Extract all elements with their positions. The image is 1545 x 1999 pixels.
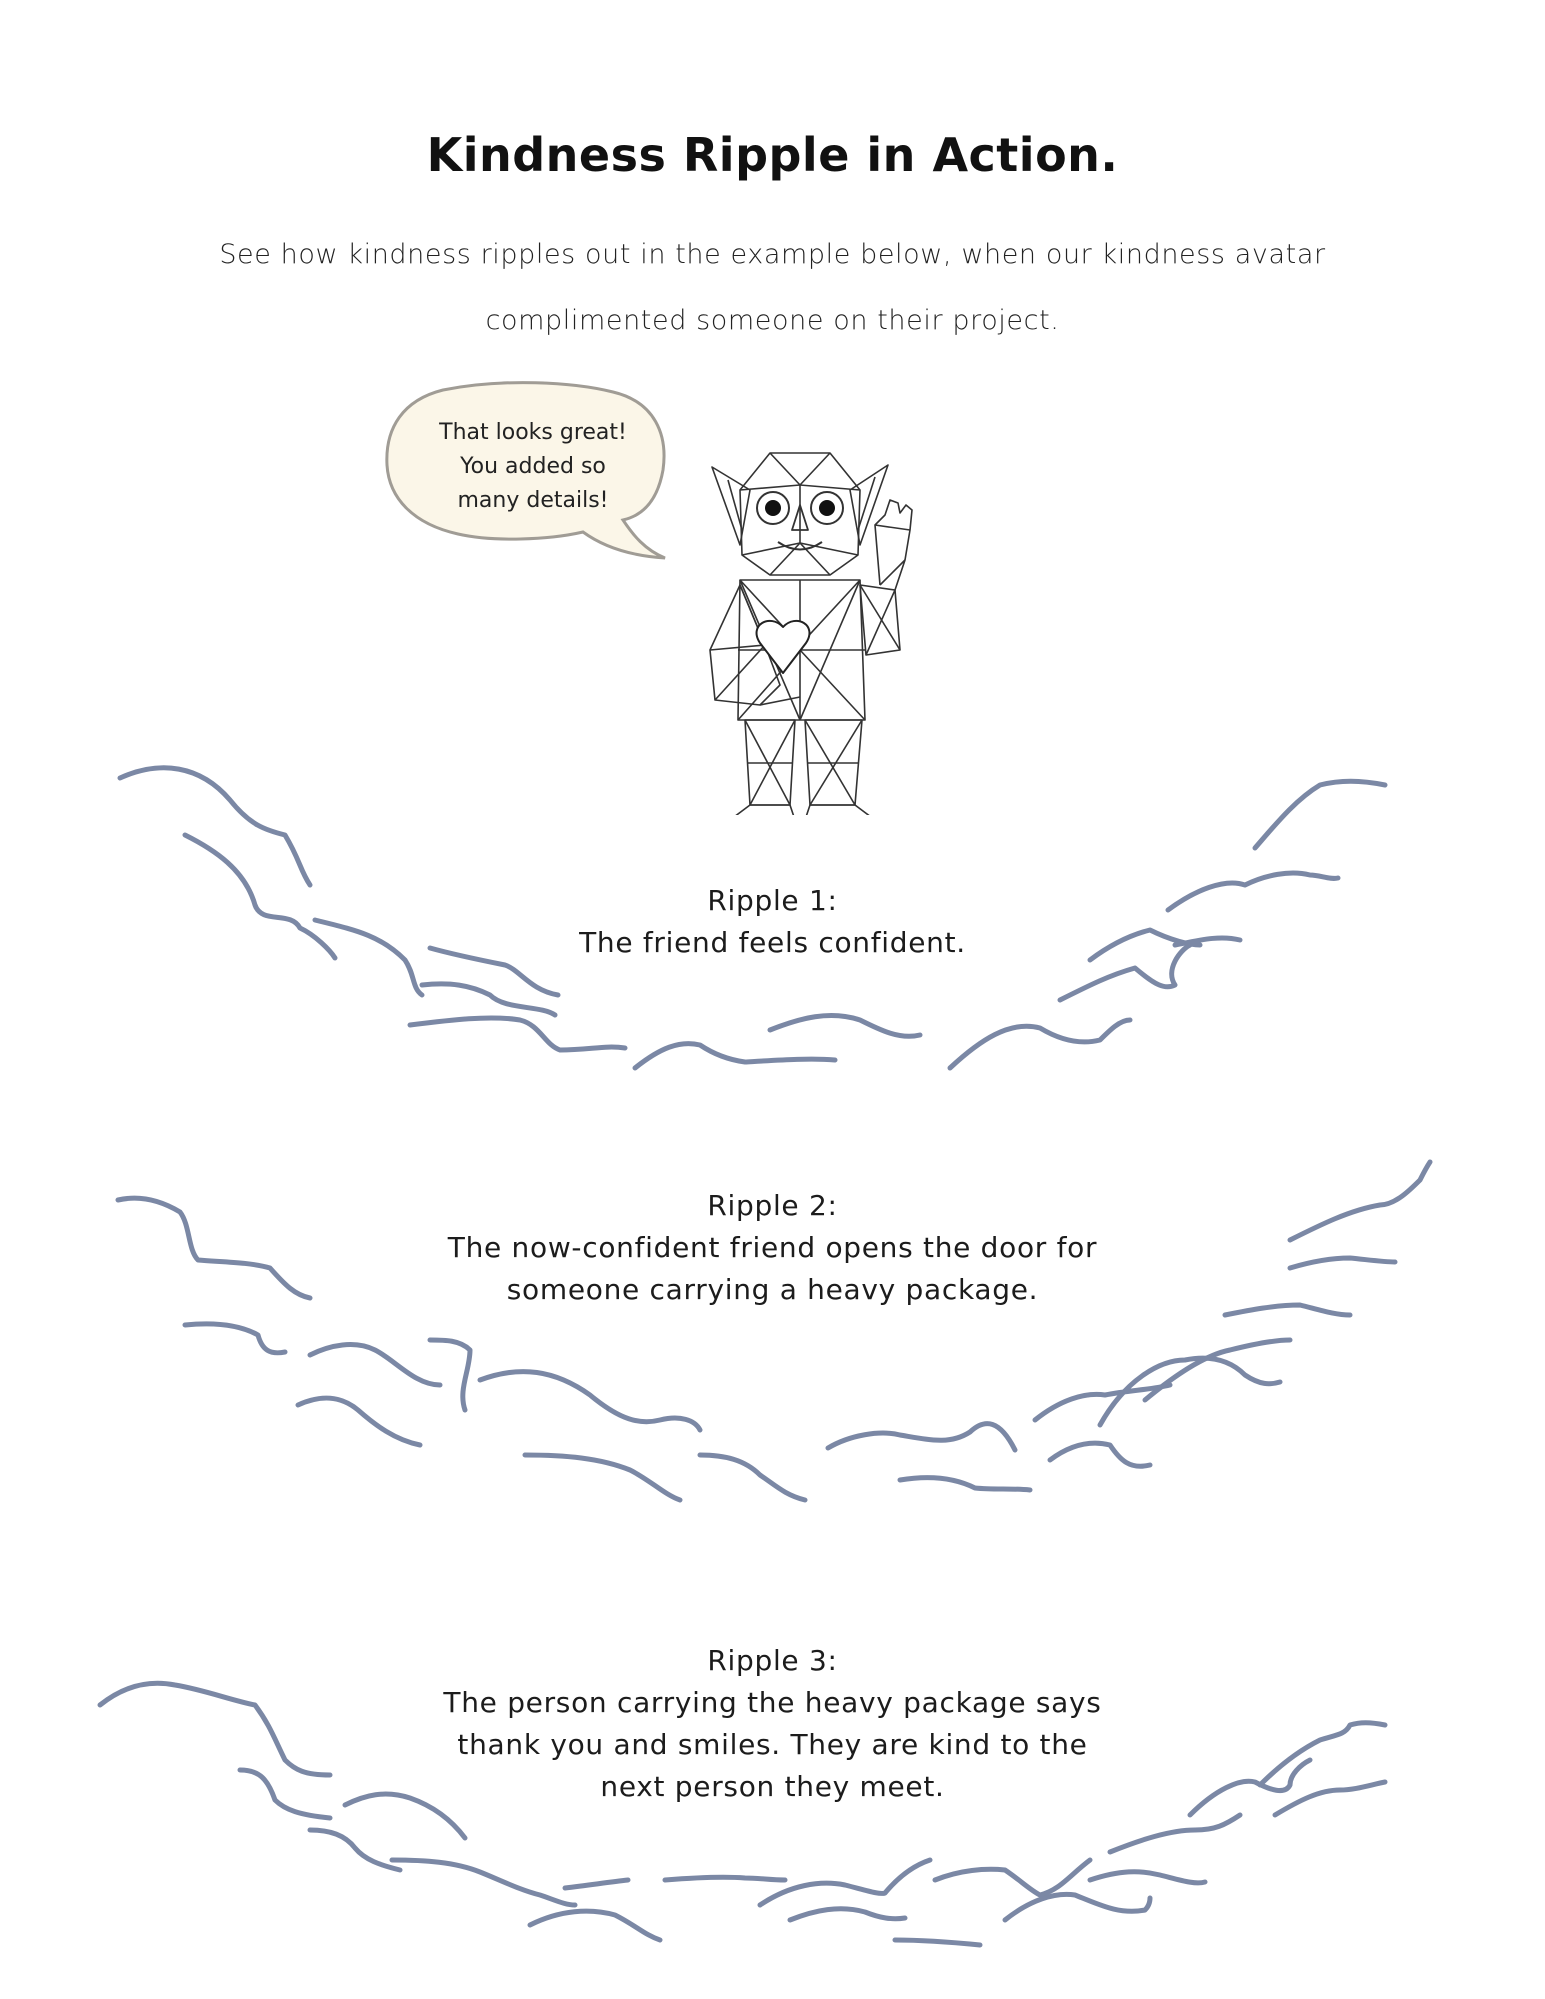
ripple-1-title: Ripple 1: [707, 884, 838, 917]
ripple-3 [380, 1640, 1165, 1808]
ripple-3-title: Ripple 3: [707, 1644, 838, 1677]
ripple-3-line-3: next person they meet. [600, 1770, 945, 1803]
ripple-3-line-1: The person carrying the heavy package says [443, 1686, 1102, 1719]
ripple-1 [380, 880, 1165, 964]
page-title: Kindness Ripple in Action. [426, 128, 1119, 182]
ripple-2-title: Ripple 2: [707, 1189, 838, 1222]
intro-line-1: See how kindness ripples out in the example below, when our kindness avatar [219, 239, 1326, 270]
ripple-3-line-2: thank you and smiles. They are kind to the [457, 1728, 1088, 1761]
speech-line-2: You added so [460, 454, 606, 479]
ripple-2-line-1: The now-confident friend opens the door for [447, 1231, 1098, 1264]
ripple-2-line-2: someone carrying a heavy package. [506, 1273, 1039, 1306]
speech-line-3: many details! [457, 488, 609, 513]
intro-line-2: complimented someone on their project. [485, 305, 1060, 336]
ripple-2 [380, 1185, 1165, 1311]
ripple-1-line-1: The friend feels confident. [579, 926, 966, 959]
speech-line-1: That looks great! [439, 420, 627, 445]
